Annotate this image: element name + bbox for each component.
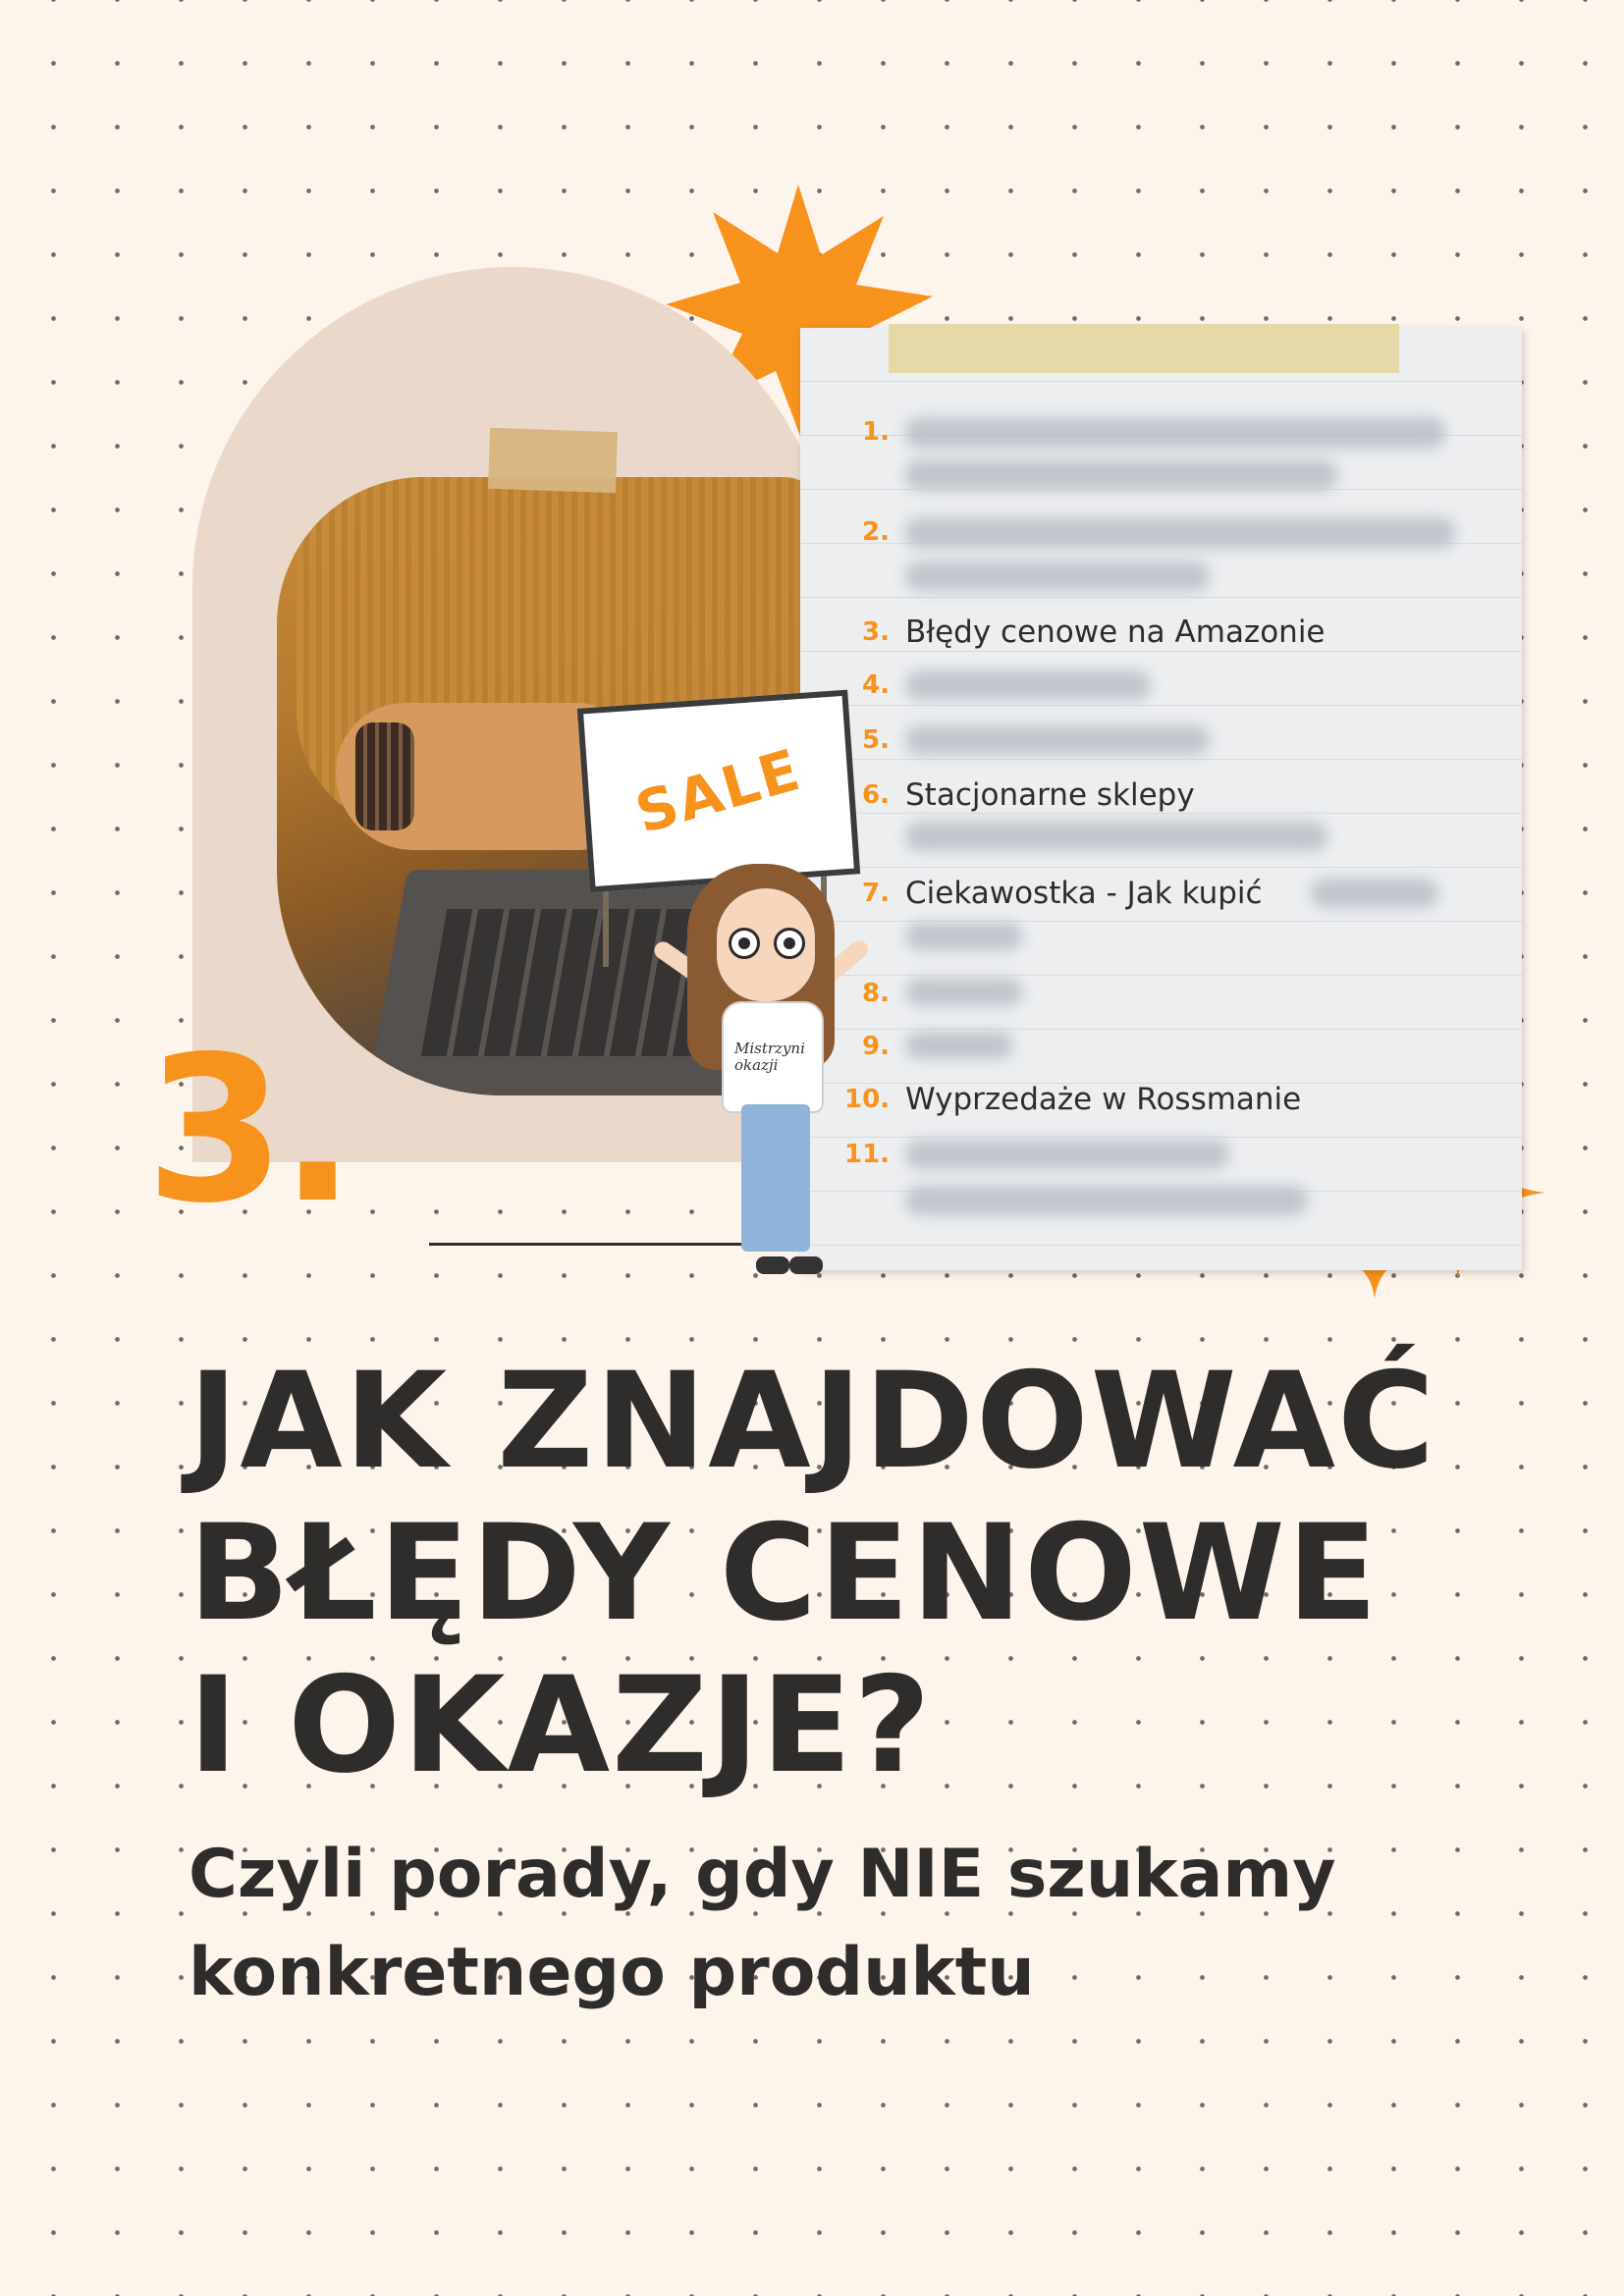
toc-number: 5. [862,725,890,755]
divider-line [429,1243,743,1246]
blurred-text [905,725,1210,755]
toc-number: 8. [862,979,890,1008]
blurred-text [905,670,1151,700]
toc-number: 10. [844,1085,891,1114]
eye-icon [774,928,805,959]
toc-item-9 [844,1027,905,1066]
toc-item-10 [844,1080,1301,1119]
title-line: BŁĘDY CENOWE [189,1496,1380,1650]
subtitle-line: Czyli porady, gdy NIE szukamy [189,1836,1336,1913]
toc-item-2 [844,512,905,552]
tape-strip [889,324,1399,373]
sale-sign-text: SALE [628,735,809,847]
blurred-text [905,1140,1229,1169]
toc-number: 6. [862,780,890,810]
subtitle-line: konkretnego produktu [189,1934,1035,2011]
page-title [189,1345,1436,1801]
toc-item-5 [844,721,905,760]
blurred-text [905,417,1445,449]
page-subtitle [189,1826,1336,2022]
mascot-shoe [789,1256,823,1274]
toc-item-6 [844,775,1195,815]
mascot-jeans [741,1104,810,1252]
section-number: 3. [145,1014,351,1248]
mascot-shoe [756,1256,789,1274]
toc-number: 4. [862,670,890,700]
mascot-face [717,888,815,1001]
blurred-text [905,923,1023,950]
blurred-text [905,459,1337,491]
toc-number: 2. [862,517,890,547]
toc-number: 9. [862,1032,890,1061]
sale-sign [577,690,860,893]
blurred-text [905,561,1210,591]
toc-item-8 [844,974,905,1013]
blurred-text [905,822,1327,851]
toc-label: Stacjonarne sklepy [905,777,1195,813]
blurred-text [1311,879,1438,908]
mascot-shirt-text: Mistrzyni okazji [734,1040,805,1074]
toc-item-11 [844,1135,905,1174]
toc-number: 7. [862,879,890,908]
blurred-text [905,1032,1013,1059]
toc-number: 11. [844,1140,891,1169]
toc-item-1 [844,412,905,452]
toc-item-4 [844,666,905,705]
blurred-text [905,517,1455,549]
toc-number: 3. [862,617,890,647]
blurred-text [905,979,1023,1006]
toc-label: Wyprzedaże w Rossmanie [905,1082,1302,1117]
toc-item-3 [844,613,1326,652]
title-line: JAK ZNAJDOWAĆ [189,1344,1437,1498]
toc-item-7 [844,874,1263,913]
toc-number: 1. [862,417,890,447]
toc-label: Błędy cenowe na Amazonie [905,614,1326,650]
toc-label: Ciekawostka - Jak kupić [905,876,1263,911]
tape-strip [488,428,618,493]
title-line: I OKAZJE? [189,1648,933,1802]
blurred-text [905,1186,1308,1215]
eye-icon [729,928,760,959]
